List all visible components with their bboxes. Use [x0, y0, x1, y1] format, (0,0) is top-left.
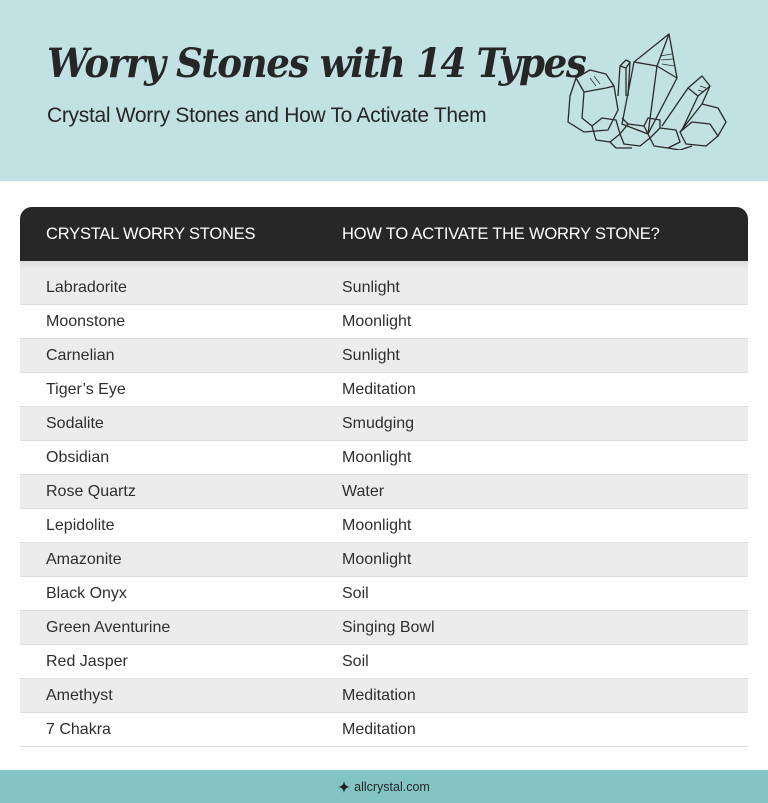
activation-method: Sunlight	[342, 346, 400, 364]
stone-name: Black Onyx	[46, 584, 127, 602]
stone-name: Tiger’s Eye	[46, 380, 126, 398]
table-row	[20, 509, 748, 543]
worry-stones-table	[20, 207, 748, 747]
column-header-stone: CRYSTAL WORRY STONES	[46, 224, 256, 243]
activation-method: Smudging	[342, 414, 415, 432]
stone-name: Lepidolite	[46, 516, 115, 534]
table-row	[20, 373, 748, 407]
table-row	[20, 679, 748, 713]
activation-method: Soil	[342, 584, 369, 602]
stone-name: Rose Quartz	[46, 482, 136, 500]
table-header	[20, 207, 748, 261]
table-row	[20, 645, 748, 679]
activation-method: Meditation	[342, 686, 416, 704]
stone-name: Carnelian	[46, 346, 115, 364]
hero-banner	[0, 0, 768, 181]
stone-name: Amethyst	[46, 686, 113, 704]
activation-method: Moonlight	[342, 312, 412, 330]
stone-name: Moonstone	[46, 312, 126, 330]
site-link[interactable]: allcrystal.com	[354, 779, 430, 794]
activation-method: Moonlight	[342, 550, 412, 568]
table-row	[20, 441, 748, 475]
table-row	[20, 577, 748, 611]
activation-method: Moonlight	[342, 448, 412, 466]
page-subtitle: Crystal Worry Stones and How To Activate Them	[47, 104, 487, 127]
crystal-cluster-icon	[562, 26, 732, 150]
activation-method: Singing Bowl	[342, 618, 435, 636]
activation-method: Water	[342, 482, 385, 500]
stone-name: 7 Chakra	[46, 720, 111, 738]
activation-method: Sunlight	[342, 278, 400, 296]
table-row	[20, 611, 748, 645]
stone-name: Amazonite	[46, 550, 122, 568]
activation-method: Moonlight	[342, 516, 412, 534]
stone-name: Green Aventurine	[46, 618, 171, 636]
stone-name: Red Jasper	[46, 652, 128, 670]
page-title: Worry Stones with 14 Types	[47, 40, 586, 87]
stone-name: Obsidian	[46, 448, 110, 466]
footer-bar	[0, 770, 768, 803]
column-header-activation: HOW TO ACTIVATE THE WORRY STONE?	[342, 224, 660, 243]
table-row	[20, 271, 748, 305]
table-row	[20, 475, 748, 509]
table-row	[20, 339, 748, 373]
table-row	[20, 543, 748, 577]
table-row	[20, 713, 748, 747]
table-row	[20, 407, 748, 441]
stone-name: Labradorite	[46, 278, 127, 296]
table-row	[20, 305, 748, 339]
activation-method: Meditation	[342, 380, 416, 398]
stone-name: Sodalite	[46, 414, 104, 432]
sparkle-star-icon	[338, 781, 350, 793]
activation-method: Meditation	[342, 720, 416, 738]
header-divider	[20, 261, 748, 271]
activation-method: Soil	[342, 652, 369, 670]
